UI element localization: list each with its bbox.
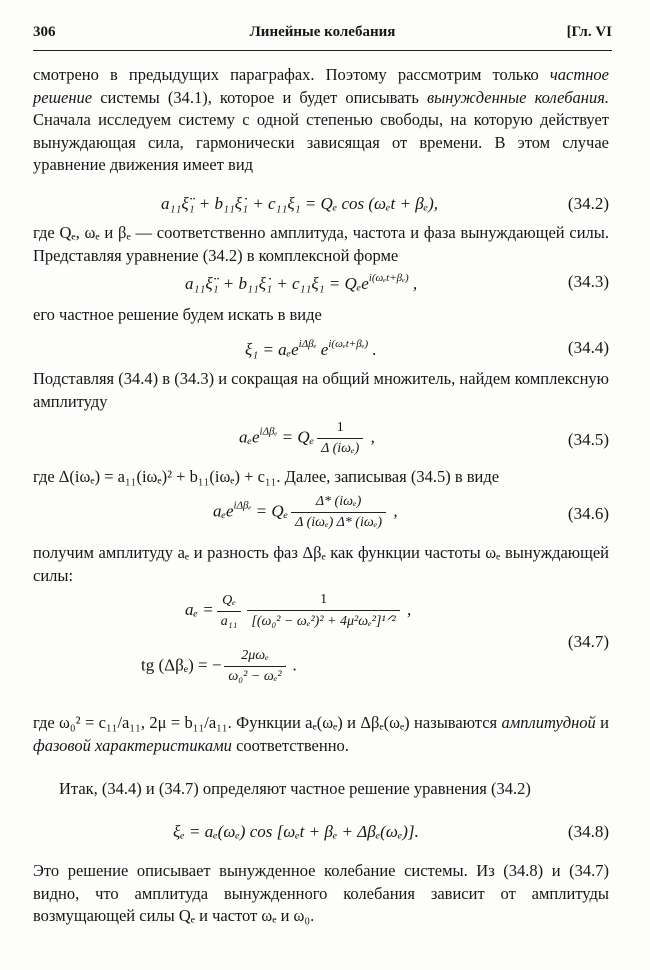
punct: , <box>408 274 418 293</box>
paragraph-9: Это решение описывает вынужденное колебание системы. Из (34.8) и (34.7) видно, что амплитуда вынужденного колебания зависит от амплитуды возмущающей силы Qₑ и частот ωₑ и ω₀. <box>33 861 609 925</box>
equation-number: (34.3) <box>567 272 609 291</box>
text: системы (34.1), которое и будет описывать <box>92 87 427 107</box>
equation-34-5 <box>33 418 609 462</box>
denominator: Δ (iωₑ) Δ* (iωₑ) <box>295 515 383 530</box>
emphasis: вынужденные колебания. <box>426 87 609 107</box>
equation-34-2 <box>33 194 609 218</box>
equation-number: (34.4) <box>567 338 609 357</box>
equation-34-4 <box>33 338 609 364</box>
formula: e <box>316 340 329 359</box>
equation-34-8 <box>33 822 609 848</box>
formula: aₑe <box>239 427 260 447</box>
punct: , <box>366 427 375 447</box>
paragraph-5: где Δ(iωₑ) = a₁₁(iωₑ)² + b₁₁(iωₑ) + c₁₁. Далее, записывая (34.5) в виде <box>33 467 500 486</box>
formula: ξₑ = aₑ(ωₑ) cos [ωₑt + βₑ + Δβₑ(ωₑ)]. <box>173 822 419 841</box>
page-number: 306 <box>33 24 56 40</box>
equation-34-7 <box>33 590 609 702</box>
numerator: Δ* (iωₑ) <box>291 494 386 513</box>
exponent: iΔβₑ <box>233 499 252 512</box>
formula: aₑ = <box>185 599 214 619</box>
header-rule <box>33 50 612 51</box>
emphasis: частное решение <box>33 65 609 107</box>
paragraph-2: где Qₑ, ωₑ и βₑ — соответственно амплитуда, частота и фаза вынуждающей силы. Представляя уравнение (34.2) в комплексной форме <box>33 223 609 265</box>
numerator: 1 <box>247 592 399 611</box>
paragraph-3: его частное решение будем искать в виде <box>33 305 322 324</box>
formula: = Qₑ <box>277 427 315 447</box>
text: соответственно. <box>231 735 349 755</box>
punct: . <box>288 655 298 675</box>
paragraph-1 <box>33 64 609 177</box>
punct: , <box>402 599 412 619</box>
chapter-label: [Гл. VI <box>566 24 612 40</box>
emphasis: амплитудной <box>501 713 596 732</box>
punct: . <box>368 340 377 359</box>
denominator: a₁₁ <box>220 613 238 629</box>
emphasis: фазовой характеристиками <box>33 735 232 755</box>
formula: a₁₁ξ̈₁ + b₁₁ξ̇₁ + c₁₁ξ₁ = Qₑe <box>185 274 369 293</box>
denominator: [(ω₀² − ωₑ²)² + 4μ²ωₑ²]¹ᐟ² <box>251 614 396 629</box>
paragraph-6: получим амплитуду aₑ и разность фаз Δβₑ как функции частоты ωₑ вынуждающей силы: <box>33 543 609 585</box>
text: смотрено в предыдущих параграфах. Поэтому рассмотрим только <box>33 65 550 84</box>
chapter-title: Линейные колебания <box>249 24 396 40</box>
exponent: iΔβₑ <box>259 425 278 438</box>
denominator: Δ (iωₑ) <box>321 441 360 456</box>
formula: ξ₁ = aₑe <box>245 340 299 359</box>
equation-34-6 <box>33 492 609 536</box>
text: и <box>595 713 609 732</box>
running-header <box>33 24 612 48</box>
equation-number: (34.5) <box>567 430 609 449</box>
text: Сначала исследуем систему с одной степенью свободы, на которую действует вынуждающая сила, гармонически зависящая от времени. В этом случае уравнение движения имеет вид <box>33 110 609 174</box>
paragraph-4: Подставляя (34.4) в (34.3) и сокращая на общий множитель, найдем комплексную амплитуду <box>33 369 609 411</box>
equation-34-3 <box>33 272 609 298</box>
numerator: Qₑ <box>217 593 242 612</box>
numerator: 2μωₑ <box>224 648 285 667</box>
formula: a₁₁ξ̈₁ + b₁₁ξ̇₁ + c₁₁ξ₁ = Qₑ cos (ωₑt + βₑ), <box>161 194 439 213</box>
equation-number: (34.2) <box>567 194 609 213</box>
formula: aₑe <box>213 501 234 521</box>
formula: = Qₑ <box>251 501 289 521</box>
text: где ω₀² = c₁₁/a₁₁, 2μ = b₁₁/a₁₁. Функции aₑ(ωₑ) и Δβₑ(ωₑ) называются <box>33 713 502 732</box>
equation-number: (34.7) <box>567 632 609 651</box>
exponent: iΔβₑ <box>298 338 317 350</box>
denominator: ω₀² − ωₑ² <box>228 669 282 684</box>
formula: tg (Δβₑ) = − <box>141 655 222 675</box>
equation-number: (34.8) <box>567 822 609 841</box>
numerator: 1 <box>317 420 363 439</box>
paragraph-7 <box>33 712 609 757</box>
equation-number: (34.6) <box>567 504 609 523</box>
punct: , <box>389 501 398 521</box>
exponent: i(ωₑt+βₑ) <box>328 338 369 350</box>
paragraph-8: Итак, (34.4) и (34.7) определяют частное решение уравнения (34.2) <box>59 779 531 798</box>
exponent: i(ωₑt+βₑ) <box>368 272 409 284</box>
